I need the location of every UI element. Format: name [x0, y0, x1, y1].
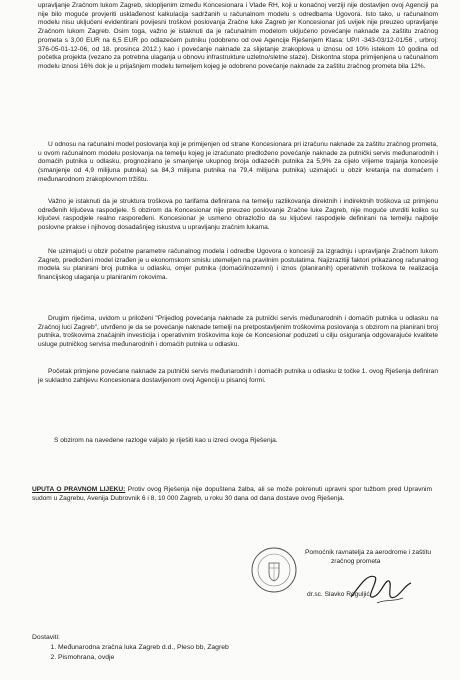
- body-paragraph-5: Drugim riječima, uvidom u priloženi "Prijedlog povećanja naknade za putnički servis međunarodnih i domaćih putnika u odlasku na Zračnoj luci Zagreb", utvrđeno je da se povećanje naknade temelji na pretpostavljenim troškovima poslovanja s obzirom na planirani broj putnika, troškovima značajnih investicija i operativnim troškovima koje će Koncesionar poduzeti u cilju osiguranja odgovarajuće kvalitete usluge putničkog servisa međunarodnih i domaćih putnika u odlasku.: [38, 315, 438, 349]
- signatory-name: dr.sc. Slavko Roguljić: [307, 591, 370, 598]
- conclusion-sentence: S obzirom na navedene razloge valjalo je riješiti kao u izreci ovoga Rješenja.: [54, 437, 278, 444]
- signatory-title-line-1: Pomoćnik ravnatelja za aerodrome i zaštitu: [305, 549, 432, 556]
- signatory-title: [305, 549, 455, 566]
- official-stamp-icon: [250, 546, 298, 594]
- handwritten-signature-icon: [345, 567, 415, 609]
- legal-remedy-label: UPUTA O PRAVNOM LIJEKU:: [32, 486, 126, 493]
- body-paragraph-6: Početak primjene povećane naknade za putnički servis međunarodnih i domaćih putnika u odlasku iz točke 1. ovog Rješenja definiran je sukladno zahtjevu Koncesionara dostavljenom ovoj Agenciji u pisanoj formi.: [38, 368, 438, 384]
- distribution-list: [38, 643, 229, 663]
- list-item: 1. Međunarodna zračna luka Zagreb d.d., Pleso bb, Zagreb: [58, 643, 229, 653]
- legal-remedy-notice: [32, 486, 432, 503]
- signatory-title-line-2: zračnog prometa: [331, 557, 381, 565]
- body-paragraph-1: upravljanje Zračnom lukom Zagreb, sklopljenim između Koncesionara i Vlade RH, koji u konačnoj verziji nije dostavljen ovoj Agenciji pa nije bilo moguće provjeriti usklađenost kalkulacija sadržanih u računalnom modelu s odredbama Ugovora. Isto tako, u računalnom modelu nisu uključeni evidentirani povijesni troškovi poslovanja Zračne luke Zagreb jer Koncesionar još uvijek nije preuzeo upravljanje Zračnom lukom Zagreb. Osim toga, važno je istaknuti da je računalnim modelom uključeno povećanje naknade za zaštitu zračnog prometa s 3,00 EUR na 6,5 EUR po odlazećem putniku (odobreno od ove Agencije Rješenjem Klasa: UP/I -343-03/12-01/56 , urbroj: 376-05-01-12-06, od 18. prosinca 2012.) kao i povećanje naknade za slijetanje zrakoplova u iznosu od 10% istekom 10 godina od početka projekta (vezano za potrebna ulaganja u obnovu infrastrukture uzletno/sletne staze). Diskontna stopa primijenjena u računalnom modelu iznosi 16% dok je u prijašnjem modelu temeljem kojeg je odobreno povećanje naknade za zaštitu zračnog prometa bila 12%.: [38, 2, 438, 70]
- list-item: 2. Pismohrana, ovdje: [58, 653, 229, 663]
- body-paragraph-3: Važno je istaknuti da je struktura troškova po tarifama definirana na temelju razlikovanja direktnih i indirektnih troškova uz primjenu određenih ključeva raspodjele. S obzirom da Koncesionar nije preuzeo poslovanje Zračne luke Zagreb, nije moguće utvrditi koliko su ključevi raspodjele realno raspoređeni. Koncesionar je usmeno obrazložio da su ključevi raspodjele definirani na temelju najbolje poslovne prakse i njihovog dosadašnjeg iskustva u upravljanju zračnim lukama.: [38, 198, 438, 232]
- body-paragraph-4: Ne uzimajući u obzir početne parametre računalnog modela i odredbe Ugovora o koncesiji za izgradnju i upravljanje Zračnom lukom Zagreb, predloženi model izrađen je u ekonomskom smislu utemeljen na pravilnim postulatima. Najizrazitiji faktori prikazanog računalnog modela su planirani broj putnika u odlasku, omjer putnika (domaći/inozemni) i iznos (planiranih) operativnih troškova te realizacija financijskog ulaganja u planiranim rokovima.: [38, 248, 438, 282]
- legal-remedy-text: Protiv ovog Rješenja nije dopuštena žalba, ali se može pokrenuti upravni spor tužbom pred Upravnim sudom u Zagrebu, Avenija Dubrovnik 6 i 8, 10 000 Zagreb, u roku 30 dana od dana dostave ovog Rješenja.: [32, 486, 432, 502]
- distribution-title: Dostaviti:: [32, 634, 60, 641]
- body-paragraph-2: U odnosu na računalni model poslovanja koji je primijenjen od strane Koncesionara pri izračunu naknade za zaštitu zračnog prometa, u ovom računalnom modelu poslovanja na temelju kojeg je izračunato predloženo povećanje naknade za putnički servis međunarodnih i domaćih putnika u odlasku, prognozirano je smanjenje ukupnog broja odlazećih putnika za 5,9% za cijelo vrijeme trajanja koncesije (smanjenje od 4,9 milijuna putnika) sa 84,3 milijuna putnika na 79,4 milijuna putnika) uzimajući u obzir kretanja na domaćem i međunarodnom zrakoplovnom tržištu.: [38, 141, 438, 183]
